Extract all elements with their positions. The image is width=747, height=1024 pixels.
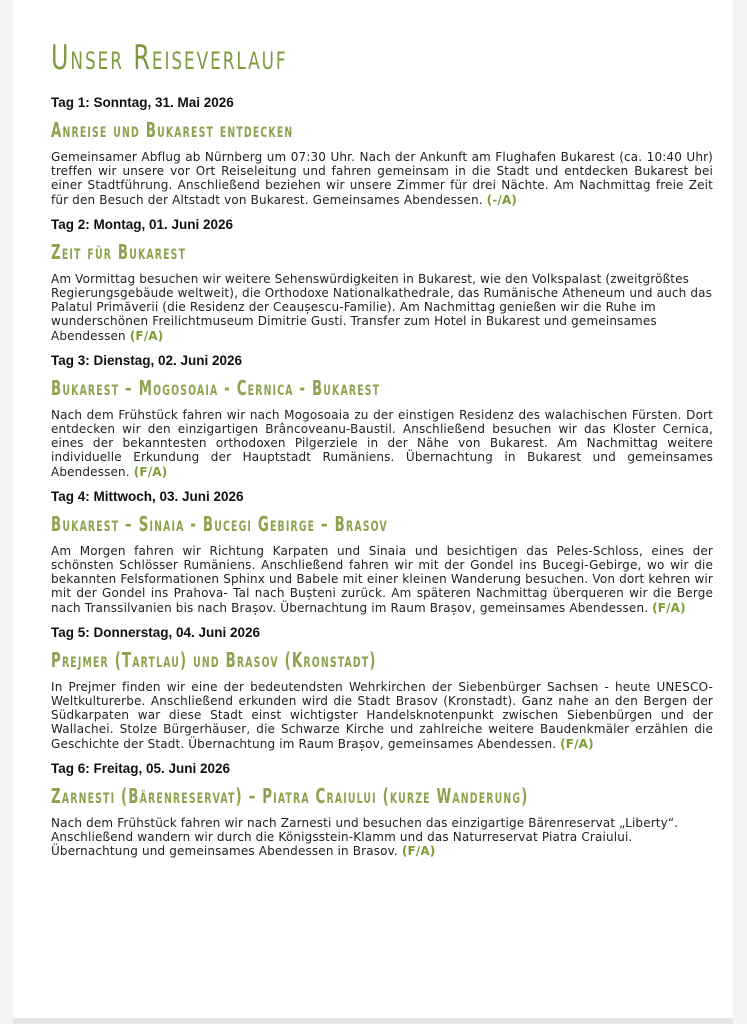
- page-title: Unser Reiseverlauf: [51, 38, 288, 78]
- day-heading: Anreise und Bukarest entdecken: [51, 118, 294, 142]
- day-heading: Zarnesti (Bärenreservat) – Piatra Craiului (kurze Wanderung): [51, 783, 529, 808]
- day-5: [51, 624, 713, 751]
- day-heading: Prejmer (Tartlau) und Brasov (Kronstadt): [51, 647, 377, 672]
- meals-badge: (F/A): [652, 600, 686, 615]
- day-date: Tag 2: Montag, 01. Juni 2026: [51, 216, 234, 232]
- day-heading: Zeit für Bukarest: [51, 239, 187, 264]
- meals-badge: (F/A): [401, 844, 436, 859]
- day-text: Nach dem Frühstück fahren wir nach Mogosoaia zu der einstigen Residenz des walachischen Fürsten. Dort entdecken wir den einzigartigen Brâncoveanu-Baustil. Anschließend besuchen wir das Kloster Cernica, eines der bekanntesten orthodoxen Pilgerziele in der Nähe von Bukarest. Am Nachmittag weitere individuelle Erkundung der Hauptstadt Rumäniens. Übernachtung in Bukarest und gemeinsames Abendessen.: [51, 407, 713, 479]
- day-1: [51, 94, 713, 207]
- day-heading: Bukarest – Sinaia - Bucegi Gebirge – Brasov: [51, 511, 388, 536]
- meals-badge: (-/A): [486, 192, 518, 207]
- day-description: [51, 544, 713, 615]
- day-date: Tag 3: Dienstag, 02. Juni 2026: [51, 352, 243, 368]
- day-description: [51, 408, 713, 479]
- day-date: Tag 1: Sonntag, 31. Mai 2026: [51, 95, 234, 110]
- meals-badge: (F/A): [129, 328, 164, 343]
- day-2: [51, 216, 713, 343]
- day-text: Am Vormittag besuchen wir weitere Sehenswürdigkeiten in Bukarest, wie den Volkspalast (zweitgrößtes Regierungsgebäude weltweit), die Orthodoxe Nationalkathedrale, das Rumänische Atheneum und auch das Palatul Primăverii (die Residenz der Ceaușescu-Familie). Am Nachmittag genießen wir die Ruhe im wunderschönen Freilichtmuseum Dimitrie Gusti. Transfer zum Hotel in Bukarest und gemeinsames Abendessen: [51, 271, 712, 343]
- day-description: [51, 150, 713, 207]
- day-3: [51, 352, 713, 479]
- day-description: [51, 816, 713, 859]
- day-4: [51, 488, 713, 615]
- itinerary: [51, 38, 713, 867]
- day-date: Tag 4: Mittwoch, 03. Juni 2026: [51, 488, 244, 504]
- day-date: Tag 5: Donnerstag, 04. Juni 2026: [51, 624, 261, 640]
- day-text: Gemeinsamer Abflug ab Nürnberg um 07:30 Uhr. Nach der Ankunft am Flughafen Bukarest (ca. 10:40 Uhr) treffen wir unsere vor Ort Reiseleitung und fahren gemeinsam in die Stadt und entdecken Bukarest bei einer Stadtführung. Anschließend beziehen wir unsere Zimmer für drei Nächte. Am Nachmittag freie Zeit für den Besuch der Altstadt von Bukarest. Gemeinsames Abendessen.: [51, 150, 713, 207]
- day-date: Tag 6: Freitag, 05. Juni 2026: [51, 760, 231, 776]
- day-heading: Bukarest – Mogosoaia - Cernica - Bukarest: [51, 375, 381, 400]
- day-description: [51, 272, 713, 343]
- day-text: Am Morgen fahren wir Richtung Karpaten und Sinaia und besichtigen das Peles-Schloss, eines der schönsten Schlösser Rumäniens. Anschließend fahren wir mit der Gondel ins Bucegi-Gebirge, wo wir die bekannten Felsformationen Sphinx und Babele mit einer kleinen Wanderung besuchen. Von dort kehren wir mit der Gondel ins Prahova- Tal nach Bușteni zurück. Am späteren Nachmittag überqueren wir die Berge nach Transsilvanien bis nach Brașov. Übernachtung im Raum Brașov, gemeinsames Abendessen.: [51, 543, 713, 615]
- day-description: [51, 680, 713, 751]
- meals-badge: (F/A): [133, 464, 168, 479]
- day-text: Nach dem Frühstück fahren wir nach Zarnesti und besuchen das einzigartige Bärenreservat „Liberty“. Anschließend wandern wir durch die Königsstein-Klamm und das Naturreservat Piatra Craiului. Übernachtung und gemeinsames Abendessen in Brasov.: [51, 815, 679, 859]
- day-text: In Prejmer finden wir eine der bedeutendsten Wehrkirchen der Siebenbürger Sachsen - heute UNESCO-Weltkulturerbe. Anschließend erkunden wird die Stadt Brasov (Kronstadt). Ganz nahe an den Bergen der Südkarpaten war diese Stadt einst wichtigster Handelsknotenpunkt zwischen Siebenbürgen und der Wallachei. Stolze Bürgerhäuser, die Schwarze Kirche und zahlreiche weitere Baudenkmäler erzählen die Geschichte der Stadt. Übernachtung im Raum Brașov, gemeinsames Abendessen.: [51, 679, 713, 751]
- day-6: [51, 760, 713, 859]
- document-page: [13, 0, 733, 1018]
- page-bottom-edge: [13, 1018, 733, 1024]
- meals-badge: (F/A): [560, 736, 594, 751]
